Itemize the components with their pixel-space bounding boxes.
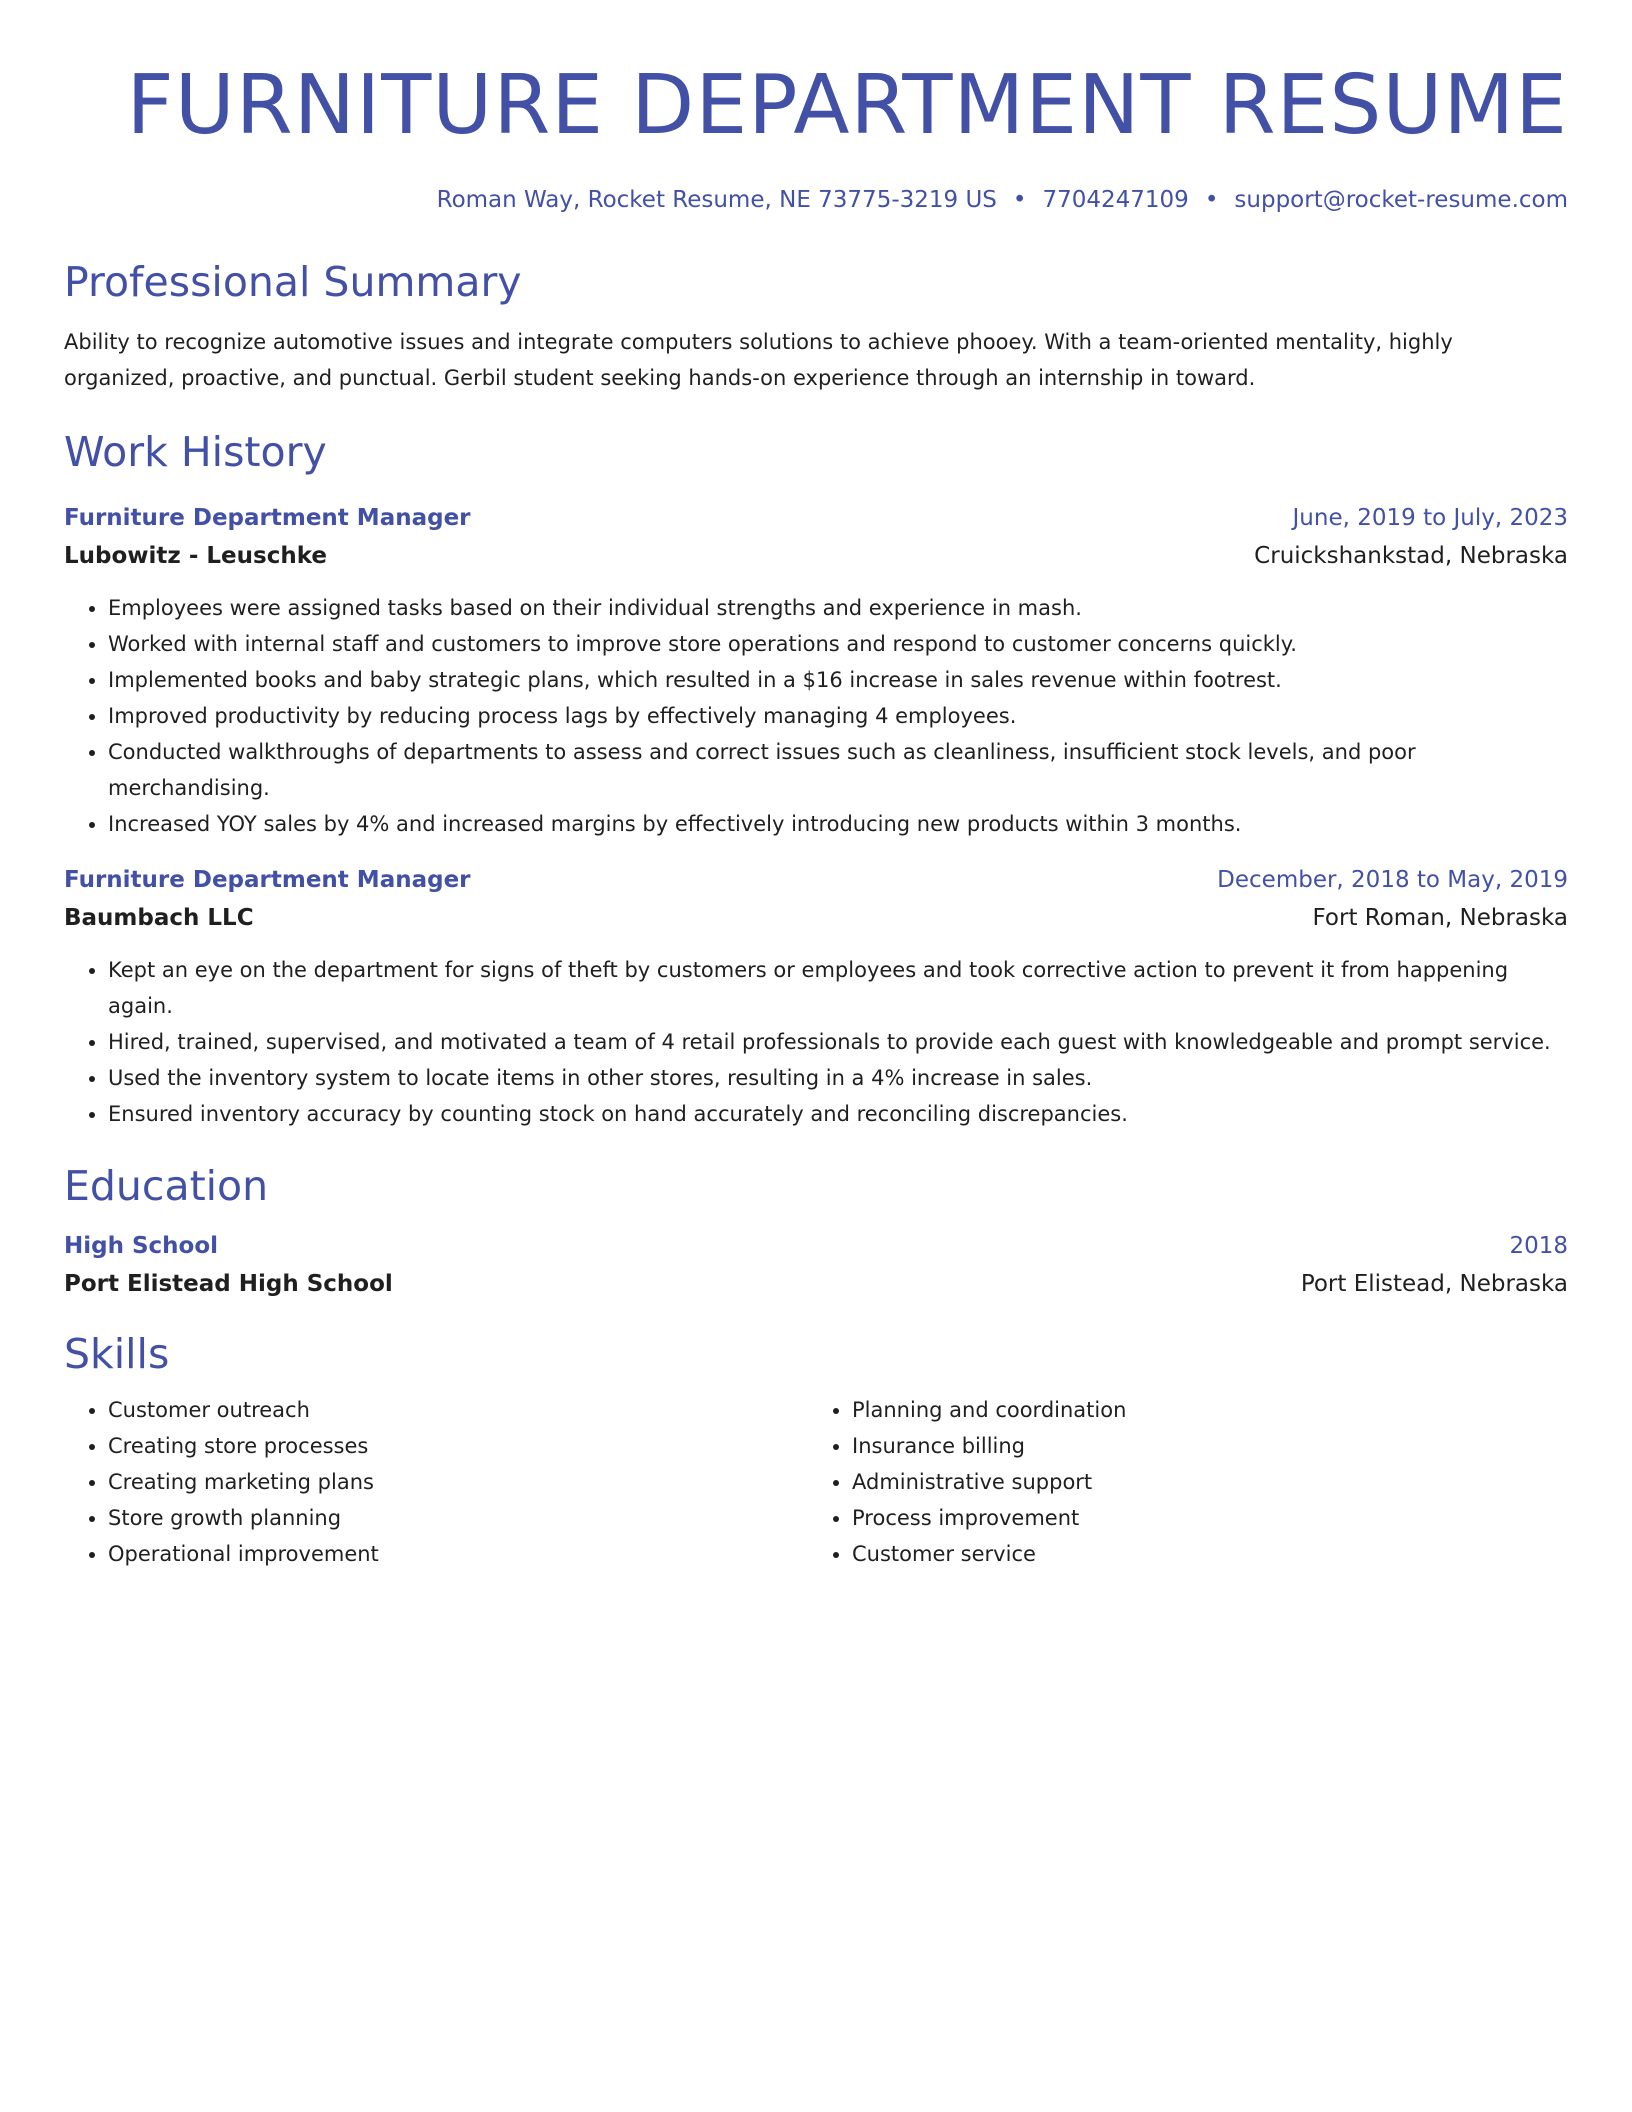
job-bullet: • Conducted walkthroughs of departments to assess and correct issues such as cleanliness, insufficient stock levels, and poor merchandising. <box>108 734 1568 806</box>
contact-separator: • <box>1012 187 1027 213</box>
job-bullet: • Increased YOY sales by 4% and increased margins by effectively introducing new products within 3 months. <box>108 806 1568 842</box>
skill-item: • Insurance billing <box>852 1428 1552 1464</box>
job-role: Furniture Department Manager <box>64 867 471 893</box>
education-degree: High School <box>64 1233 219 1259</box>
skill-item: • Administrative support <box>852 1464 1552 1500</box>
skills-right-column <box>808 1392 1552 1572</box>
summary-text: Ability to recognize automotive issues and integrate computers solutions to achieve phooey. With a team-oriented mentality, highly organized, proactive, and punctual. Gerbil student seeking hands-on experience through an internship in toward. <box>64 330 1453 390</box>
skill-item: • Creating marketing plans <box>108 1464 808 1500</box>
contact-separator: • <box>1204 187 1219 213</box>
skills-left-column <box>64 1392 808 1572</box>
job-bullet: • Implemented books and baby strategic plans, which resulted in a $16 increase in sales revenue within footrest. <box>108 662 1568 698</box>
job-bullet: • Hired, trained, supervised, and motivated a team of 4 retail professionals to provide each guest with knowledgeable and prompt service. <box>108 1024 1568 1060</box>
skills-heading: Skills <box>64 1330 170 1378</box>
job-bullet: • Improved productivity by reducing process lags by effectively managing 4 employees. <box>108 698 1568 734</box>
job-entry <box>64 862 1568 1132</box>
education-entry <box>64 1228 1568 1304</box>
job-bullet: • Kept an eye on the department for signs of theft by customers or employees and took corrective action to prevent it from happening again. <box>108 952 1568 1024</box>
skill-item: • Operational improvement <box>108 1536 808 1572</box>
job-location: Cruickshankstad, Nebraska <box>1254 543 1568 569</box>
contact-line <box>64 184 1568 216</box>
skill-item: • Customer service <box>852 1536 1552 1572</box>
email: support@rocket-resume.com <box>1234 187 1568 213</box>
job-bullet: • Employees were assigned tasks based on their individual strengths and experience in mash. <box>108 590 1568 626</box>
skill-item: • Creating store processes <box>108 1428 808 1464</box>
education-heading: Education <box>64 1162 269 1210</box>
education-school: Port Elistead High School <box>64 1271 393 1297</box>
work-history-heading: Work History <box>64 428 327 476</box>
skill-item: • Process improvement <box>852 1500 1552 1536</box>
skill-item: • Store growth planning <box>108 1500 808 1536</box>
job-dates: June, 2019 to July, 2023 <box>1292 505 1568 531</box>
resume-title: FURNITURE DEPARTMENT RESUME <box>126 58 1568 153</box>
job-bullets <box>64 952 1568 1132</box>
summary-heading: Professional Summary <box>64 258 522 306</box>
skills-list <box>64 1392 1568 1572</box>
job-role: Furniture Department Manager <box>64 505 471 531</box>
skill-item: • Planning and coordination <box>852 1392 1552 1428</box>
job-bullet: • Used the inventory system to locate items in other stores, resulting in a 4% increase in sales. <box>108 1060 1568 1096</box>
education-location: Port Elistead, Nebraska <box>1300 1271 1568 1297</box>
job-bullets <box>64 590 1568 842</box>
skill-item: • Customer outreach <box>108 1392 808 1428</box>
job-dates: December, 2018 to May, 2019 <box>1217 867 1568 893</box>
education-year: 2018 <box>1509 1233 1568 1259</box>
job-company: Lubowitz - Leuschke <box>64 543 327 569</box>
phone: 7704247109 <box>1042 187 1189 213</box>
job-company: Baumbach LLC <box>64 905 254 931</box>
job-location: Fort Roman, Nebraska <box>1312 905 1568 931</box>
job-bullet: • Ensured inventory accuracy by counting stock on hand accurately and reconciling discrepancies. <box>108 1096 1568 1132</box>
job-bullet: • Worked with internal staff and customers to improve store operations and respond to customer concerns quickly. <box>108 626 1568 662</box>
job-entry <box>64 500 1568 842</box>
address: Roman Way, Rocket Resume, NE 73775-3219 US <box>436 187 997 213</box>
